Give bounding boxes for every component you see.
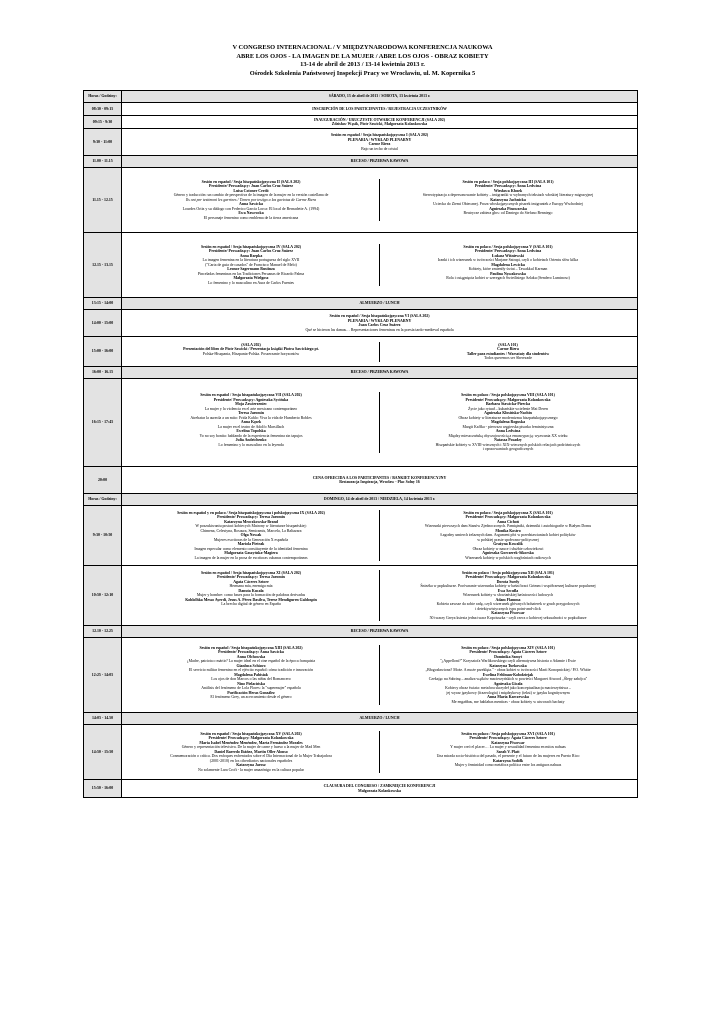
schedule-row [84, 310, 638, 337]
time-cell: 20:00 [84, 467, 122, 494]
entry-text: Życie jako rytuał – kubańskie wcielenie Mai Deren [468, 406, 548, 411]
session-left [123, 342, 380, 362]
schedule-row [84, 156, 638, 168]
entry-heading: RECESO / PRZERWA KAWOWA [350, 370, 409, 375]
entry-heading: Dominika Szmyt [494, 654, 522, 659]
entry-heading: Agnieszka Gorczerek-Sikorska [482, 551, 534, 556]
entry-text: Lo femenino y lo masculino en la leyenda [218, 442, 284, 447]
entry-heading: Agnieszka Gicała [493, 681, 523, 686]
entry-text: Margit Kaffka - pierwsza węgierska pisarka feministyczna [462, 424, 554, 429]
session-cell [122, 367, 638, 379]
time-cell: 13:15 - 14:00 [84, 298, 122, 310]
entry-heading: INSCRIPCIÓN DE LOS PARTICIPANTES / REJESTRACJA UCZESTNIKÓW [312, 106, 447, 111]
entry-heading: Sesión en polaco / Sesja polskojęzyczna XIV (SALA 101) [461, 645, 555, 650]
entry-text: La imagen femenina en la literatura portuguesa del siglo XVII [202, 258, 300, 263]
entry-heading: Presidente/ Prowadzący: Anna Ledwina [474, 249, 542, 254]
entry-text: Mujeres escritoras de la Generación X española [213, 537, 289, 542]
time-cell: 09:15 - 9:30 [84, 116, 122, 129]
entry-heading: SÁBADO, 13 de abril de 2013 / SOBOTA, 13 kwietnia 2013 r. [328, 94, 431, 99]
entry-heading: Carme Riera [497, 347, 519, 351]
entry-heading: Presidente/ Prowadzący: Anna Sawicka [218, 650, 284, 655]
entry-heading: Małgorzata Wielgosz [233, 276, 269, 281]
time-cell: 16:00 - 16.15 [84, 367, 122, 379]
entry-text: Mujer y hombre: como bases para la formación de palabras derivadas [196, 593, 306, 598]
entry-heading: Olga Nowak [240, 533, 262, 538]
entry-heading: Daniel Barredo Ibáñez, Martin Oller Alonso [214, 749, 288, 754]
entry-heading: Leonor Sagermann Bustinza [227, 267, 275, 272]
entry-text: 50 twarzy Greya ksiesta jedna twarz Kopciuszka - czyli rzecz o kobiecej seksualności w popkulturze [429, 615, 587, 620]
entry-heading: Katarzyna Piwowar [491, 611, 525, 616]
entry-text: Ils ont per testimoni les garrines / Tienen por testigo a las gaviotas de Carme Riera [185, 197, 317, 202]
entry-heading: Restauracja Inspiracja, Wrocław - Plac Solny 16 [339, 480, 420, 484]
entry-heading: Moja Zawierzeniec [235, 402, 267, 407]
entry-heading: Barbara Stawicka-Pirecka [485, 402, 531, 407]
entry-heading: Wiesława Kłosek [493, 188, 523, 193]
entry-heading: Anna Sawicka [239, 202, 263, 207]
time-cell: 9:30 - 10:50 [84, 506, 122, 566]
entry-heading: Paulina Nowakowska [490, 271, 526, 276]
header-dates: 13-14 de abril de 2013 / 13-14 kwietnia 2013 r. [300, 61, 425, 69]
parallel-sessions-cell [122, 566, 638, 626]
session-left [123, 731, 380, 774]
time-cell: 10:50 - 12:10 [84, 566, 122, 626]
session-cell [122, 713, 638, 725]
entry-text: „Błogosławiona? Może. A może przeklęta." - obraz kobiet w twórczości Marii Konopnickiej / P.O. Whitte [425, 668, 591, 673]
entry-heading: Małgorzata Gaszyńska-Magiera [224, 551, 278, 556]
entry-text: ("Carta de guia de casados" de Francisco Manuel de Melo) [205, 262, 297, 267]
entry-text: La mujer y la violencia en el arte mexicano contemporáneo [204, 406, 298, 411]
entry-heading: Presidente/ Prowadzący: Teresa Jaromin [217, 575, 285, 580]
entry-heading: Sesión en español / Sesja hiszpańskojęzyczna I (SALA 202) [330, 133, 429, 137]
entry-heading: PLENARIA / WYKŁAD PLENARNY [347, 137, 412, 142]
session-right [380, 731, 637, 774]
entry-heading: Sesión en polaco / Sesja polskojęzyczna III (SALA 101) [462, 179, 554, 184]
entry-text: Mujer y feminidad como metáfora política entre los antiguos nahuas [454, 763, 562, 768]
session-left [123, 179, 380, 222]
entry-heading: Taller para estudiantes / Warsztaty dla studentów [466, 351, 550, 356]
schedule-row [84, 337, 638, 367]
entry-heading: Zdzisław Wąsik, Piotr Sawicki, Małgorzata Kolankowska [331, 122, 428, 126]
entry-heading: Presidente/ Prowadzący: Teresa Jaromin [217, 515, 285, 520]
document-header [0, 44, 725, 78]
entry-text: Hermana mía, enemiga mía [229, 584, 273, 589]
entry-text: Lourdes Ortiz y su diálogo con Federico García Lorca: El local de Bernadette A. (1994) [182, 206, 320, 211]
entry-heading: Katarzyna Turkowska [489, 663, 527, 668]
time-cell: Horas / Godziny: [84, 91, 122, 103]
entry-text: Y mujer creó el placer… La mujer y sexualidad femenina en mitos nahuas [450, 745, 566, 750]
entry-text: Wizerunek kobiety w polskich rozgłośniach radiowych [465, 555, 551, 560]
entry-heading: Sesión en español / Sesja hiszpańskojęzyczna XIII (SALA 202) [199, 645, 303, 650]
entry-text: Todos queremos ser Sherezade [483, 356, 533, 360]
schedule-row [84, 367, 638, 379]
session-cell [122, 626, 638, 638]
entry-heading: Anna Kęsek [240, 420, 262, 425]
time-cell: Horas / Godziny: [84, 494, 122, 506]
entry-text: i opracowaniach geograficznych [482, 447, 534, 452]
entry-heading: Presidente/ Prowadzący: Małgorzata Kolankowska [465, 575, 551, 580]
parallel-sessions-cell [122, 337, 638, 367]
entry-text: No solamente Lara Croft - la mujer amazónigo en la cultura popular [198, 767, 304, 772]
entry-heading: Sesión en español / Sesja hiszpańskojęzyczna IV (SALA 202) [200, 244, 302, 249]
entry-text: Kobieta zawsze da sobie radę, czyli wizerunek głównych bohaterek w grach przygodowych [436, 602, 580, 607]
parallel-sessions-cell [122, 233, 638, 298]
session-left [123, 570, 380, 622]
entry-heading: Anna Cichoń [497, 519, 519, 524]
entry-heading: CENA OFRECIDA A LOS PARTICIPANTES / BANKIET KONFERENCYJNY [312, 475, 447, 480]
session-right [380, 179, 637, 222]
entry-text: Beatrycze zabiera głos: od Dantego do Stefano Benniego [463, 211, 553, 216]
time-cell: 11.15 - 12.15 [84, 168, 122, 233]
entry-heading: Anna Rzepka [239, 253, 263, 258]
entry-text: Śnieżka w popkulturze. Porównanie wizerunku kobiety w baśni braci Grimm i współczesnej kulturze popularnej [420, 584, 596, 589]
schedule-row [84, 725, 638, 780]
entry-heading: (SALA 101) [498, 342, 518, 347]
entry-heading: Anna Olchowska [236, 654, 266, 659]
time-cell: 15:00 - 16:00 [84, 337, 122, 367]
program-table [83, 90, 638, 798]
schedule-row [84, 103, 638, 116]
session-cell [122, 310, 638, 337]
entry-heading: Teresa Jaromin [238, 411, 264, 416]
session-cell [122, 116, 638, 129]
entry-heading: Ewelina Topolska [236, 429, 266, 434]
entry-text: Imagen especular como elemento constituyente de la identidad femenina [194, 546, 308, 551]
time-cell: 11.00 - 11.15 [84, 156, 122, 168]
entry-text: Bajo un techo de cristal [361, 146, 398, 151]
entry-text: Lo femenino y lo masculino en Aura de Carlos Fuentes [208, 280, 294, 285]
parallel-sessions-cell [122, 725, 638, 780]
session-cell [122, 467, 638, 494]
entry-text: Género y traducción: un cambio de perspectiva de la imagen de la mujer en la versión castellana de [173, 193, 329, 198]
entry-text: Uciecka do Ziemi Obiecanej. Proza włoskojęzycznych pisarek imigrantek z Europy Wschodniej [433, 202, 583, 207]
session-right [380, 342, 637, 362]
entry-heading: Julia Andrichenko [235, 438, 267, 443]
time-cell: 9:30 - 11:00 [84, 129, 122, 156]
parallel-sessions-cell [122, 506, 638, 566]
time-cell: 15:50 - 16:00 [84, 780, 122, 798]
entry-text: Género y representación televisiva. De la mujer de carne y hueso a la mujer de Mad Men [181, 745, 321, 750]
schedule-row [84, 233, 638, 298]
entry-heading: Presidente/ Prowadzący: Juan Carlos Cruz Suárez [209, 184, 293, 189]
entry-heading: Ewa Nawrocka [238, 211, 264, 216]
schedule-row [84, 638, 638, 713]
entry-text: Wizerunki pierwszych dam Stanów Zjednoczonych. Pamiętniki, dzienniki i autobiografie w Białym Domu [424, 524, 592, 529]
entry-heading: Sesión en español / Sesja hiszpańskojęzyczna VI (SALA 202) [329, 314, 430, 318]
header-venue: Ośrodek Szkolenia Państwowej Inspekcji Pracy we Wrocławiu, ul. M. Kopernika 5 [249, 69, 476, 77]
entry-heading: PLENARIA / WYKŁAD PLENARNY [347, 318, 412, 323]
entry-heading: ALMUERZO / LUNCH [359, 301, 400, 306]
entry-text: Iranki i ich wizerunek w twórczości Marjane Satrapi, czyli o kobietach Orientu słów kilka [437, 258, 579, 263]
session-left [123, 645, 380, 706]
schedule-row [84, 494, 638, 506]
time-cell: 16:15 - 17:45 [84, 379, 122, 467]
entry-heading: Presentación del libro de Piotr Sawicki / Prezentacja książki Piotra Sawickiego pt. [183, 347, 319, 351]
session-left [123, 244, 380, 287]
entry-heading: Łukasz Wiśniewski [492, 253, 524, 258]
entry-heading: Nino Pielacińska [237, 681, 265, 686]
schedule-row [84, 780, 638, 798]
entry-text: Łagodny umierch żelaznych dam. Argument płci w przedstawianiach kobiet polityków [440, 533, 576, 538]
entry-text: i detektywistycznych typu point-and-click [475, 606, 541, 611]
entry-heading: Sesión en polaco / Sesja polskojęzyczna VIII (SALA 101) [461, 393, 555, 398]
entry-text: w polskiej prasie społeczno-politycznej [477, 537, 539, 542]
entry-heading: Presidente/ Prowadzący: Agata Cáceres Sztore [469, 650, 547, 655]
entry-heading: RECESO / PRZERWA KAWOWA [350, 629, 409, 634]
entry-text: El personaje femenino como emblema de la tierra americana [203, 215, 299, 220]
entry-text: Una mirada socio-histórica del pasado, el presente y el futuro de las mujeres en Puerto Rico [436, 754, 580, 759]
entry-text: Hiszpańskie kobiety w XVIII-wiecznych i XIX-wiecznych polskich relacjach podróżniczych [435, 442, 581, 447]
parallel-sessions-cell [122, 638, 638, 713]
entry-text: Polska-Hiszpania, Hiszpania-Polska. Poszerzanie horyzontów [202, 351, 300, 356]
entry-heading: Mariola Pietrak [237, 542, 265, 547]
entry-heading: Magdalena Pabisiak [234, 672, 268, 677]
entry-text: ¿Madre, patriota o mártir? La mujer ideal en el cine español de la época franquista [186, 659, 316, 664]
entry-heading: Carme Riera [368, 142, 391, 146]
entry-heading: Presidente/ Prowadzący: Małgorzata Kolankowska [465, 515, 551, 520]
session-cell [122, 91, 638, 103]
time-cell: 12.10 - 12.25 [84, 626, 122, 638]
entry-text: Kobiety, które zmieniły świat – Tawakkul Karman [468, 267, 548, 272]
entry-heading: DOMINGO, 14 de abril de 2013 / NIEDZIELA, 14 kwietnia 2013 r. [323, 497, 436, 502]
entry-heading: Katarzyna Jachnicka [490, 197, 526, 202]
session-cell [122, 494, 638, 506]
entry-heading: Gianluca Schiavo [236, 663, 266, 668]
time-cell: 14:00 - 15:00 [84, 310, 122, 337]
session-right [380, 244, 637, 287]
entry-text: W poszukiwaniu postaci kobiecych Matrony w literaturze hiszpańskiej: [195, 524, 307, 529]
entry-heading: Magdalena Roguska [490, 420, 526, 425]
header-subtitle: ABRE LOS OJOS - LA IMAGEN DE LA MUJER / ABRE LOS OJOS - OBRAZ KOBIETY [236, 52, 489, 60]
entry-text: jej wyraz językowy (frazeologia) i międzykowy (tekst) w języku kognitywnym [446, 690, 570, 695]
entry-heading: Katarzyna Sodółk [492, 758, 524, 763]
entry-heading: Luisa Cotoner Cerdó [233, 188, 269, 193]
session-cell [122, 103, 638, 116]
entry-heading: Sesión en español / Sesja hiszpańskojęzyczna XV (SALA 202) [200, 731, 302, 736]
entry-heading: (SALA 202) [241, 342, 261, 347]
session-right [380, 392, 637, 453]
time-cell: 12.15 - 13.15 [84, 233, 122, 298]
entry-heading: María Isabel Menéndez Menéndez, Marta Fernández Morales [199, 740, 303, 745]
entry-text: Pinceladas femeninas en las Tradiciones Peruanas de Ricardo Palma [197, 271, 305, 276]
entry-heading: Sesión en español y en polaco / Sesja hiszpańskojęzyczna i polskojęzyczna IX (SALA 202) [177, 510, 325, 515]
entry-heading: ALMUERZO / LUNCH [359, 716, 400, 721]
entry-heading: Presidente/ Prowadzący: Agata Cáceres Sztore [469, 736, 547, 741]
entry-heading: Sarah V. Platt [496, 749, 520, 754]
entry-heading: Anna Maria Karczewska [487, 695, 529, 700]
entry-text: Obraz kobiety w literaturze modernizmu hiszpańskojęzycznego [458, 415, 558, 420]
entry-text: El servicio militar femenino en el ejército español: cómo tradición e innovación [188, 668, 314, 673]
session-right [380, 570, 637, 622]
schedule-row [84, 298, 638, 310]
entry-heading: Presidente/ Prowadzący: Agnieszka Sycińska [213, 397, 289, 402]
entry-heading: Sesión en español / Sesja hiszpańskojęzyczna VII (SALA 202) [200, 393, 302, 398]
time-cell: 12:25 - 14:05 [84, 638, 122, 713]
entry-text: La mujer en el teatro de Adolfo Marsillach [217, 424, 285, 429]
entry-heading: Presidente/ Prowadzący: Juan Carlos Cruz Suárez [209, 249, 293, 254]
entry-heading: RECESO / PRZERWA KAWOWA [350, 159, 409, 164]
entry-heading: Monika Kostro [495, 528, 521, 533]
schedule-row [84, 713, 638, 725]
entry-heading: Ewa Szcufla [497, 588, 519, 593]
entry-heading: Sesión en polaco / Sesja polskojęzyczna XVI (SALA 101) [461, 731, 555, 736]
entry-heading: CLAUSURA DEL CONGRESO / ZAMKNIĘCIE KONFERENCJI [323, 784, 436, 788]
entry-heading: Presidente/ Prowadzący: Anna Ledwina [474, 184, 542, 189]
entry-text: La imagen de la mujer en la prosa de escritoras cubanas contemporáneas [194, 555, 308, 560]
entry-text: Análisis del fenómeno de Lola Flores: la "supermujer" española [201, 686, 301, 691]
entry-heading: Kohlolhka Messo Ayerdi, Jesus A. Pérez Dasilva, Terese Mendiguren Galdospín [185, 597, 317, 602]
entry-heading: Anna Ledwina [495, 429, 521, 434]
entry-text: Conmemoración o crítica. Dos enfoques enfrentados sobre el Día Internacional de la Mujer Trabajadora [170, 754, 332, 759]
entry-heading: Sesión en polaco / Sesja polskojęzyczna X (SALA 101) [463, 510, 553, 515]
schedule-row [84, 91, 638, 103]
schedule-row [84, 467, 638, 494]
session-cell [122, 298, 638, 310]
schedule-row [84, 626, 638, 638]
entry-heading: Katarzyna Mroczkowska-Brand [224, 519, 278, 524]
session-left [123, 392, 380, 453]
entry-heading: Sesión en polaco / Sesja polskojęzyczna XII (SALA 101) [461, 570, 555, 575]
time-cell: 14:50 - 15:50 [84, 725, 122, 780]
entry-text: "¿Appelloni?" Krzysztofa Warlikowskiego czyli alternatywna historia o Adamie i Ewie [440, 659, 576, 664]
entry-heading: Grażyna Kowalik [493, 542, 523, 547]
session-right [380, 510, 637, 562]
entry-text: Chimena, Celestyna, Rosaura, Semiramis, Marcela, La Baltazara [200, 528, 302, 533]
schedule-row [84, 379, 638, 467]
entry-heading: Sesión en español / Sesja hiszpańskojęzyczna II (SALA 202) [201, 179, 301, 184]
schedule-row [84, 116, 638, 129]
schedule-row [84, 506, 638, 566]
entry-text: Między mieszczańską obyczajowością a emancypacją: wyzwania XX wieku [448, 433, 568, 438]
session-left [123, 510, 380, 562]
parallel-sessions-cell [122, 379, 638, 467]
entry-text: Stereotypizacja a depersonowanie kobiety – imigrantki w wybranych tekstach włoskiej literatury migracyjnej [422, 193, 594, 198]
entry-heading: Katarzyna Piwowar [491, 740, 525, 745]
entry-text: Kobiecy obraz świata: metafora skrzydeł jako konceptualizacja macierzyństwa – [445, 686, 571, 691]
entry-heading: Danuta Kucała [238, 588, 264, 593]
entry-heading: Magdalena Lewicka [491, 262, 525, 267]
entry-text: Yo no soy bonita: hablando de la experiencia femenina sin tapujos [199, 433, 303, 438]
schedule-row [84, 168, 638, 233]
entry-heading: Presidente/ Prowadzący: Małgorzata Kolankowska [465, 397, 551, 402]
entry-heading: Juan Carlos Cruz Suárez [358, 323, 401, 327]
entry-heading: Dorota Surdy [496, 579, 520, 584]
entry-text: Qué se hicieron las damas… Representaciones femeninas en la poesía tardo-medieval española [305, 327, 454, 332]
session-cell [122, 129, 638, 156]
entry-heading: Sesión en español / Sesja hiszpańskojęzyczna XI (SALA 202) [200, 570, 302, 575]
schedule-row [84, 129, 638, 156]
entry-text: Obraz kobiety w nauce i służbie człowiekowi [472, 546, 544, 551]
entry-heading: Agnieszka Pinowarska [489, 206, 527, 211]
time-cell: 14:05 - 14.50 [84, 713, 122, 725]
entry-heading: Presidente/ Prowadzący: Małgorzata Kolankowska [208, 736, 294, 741]
entry-heading: Agnieszka Kłosińska-Nachin [484, 411, 532, 416]
entry-heading: Purificación Heras González [227, 690, 275, 695]
time-cell: 08:30 - 09:15 [84, 103, 122, 116]
schedule-row [84, 566, 638, 626]
entry-text: La brecha digital de género en España [221, 602, 281, 607]
entry-heading: Ewelina Fehlman-Kołodziejak [482, 672, 534, 677]
parallel-sessions-cell [122, 168, 638, 233]
entry-heading: INAUGURACIÓN / URUCZYSTE OTWARCIE KONFERENCJI (SALA 202) [314, 117, 445, 122]
entry-text: (2001-2010) en los ciberdiarios nacionales españoles [209, 758, 293, 763]
entry-text: Atrebatar la aureola a un mito: Frida Kahlo: Viva la vida de Humberto Robles [190, 415, 312, 420]
entry-text: Me engañbas, me hablabas mentiras - obraz kobiety w utworach bachaty [451, 699, 565, 704]
entry-heading: Małgorzata Kolankowska [358, 788, 401, 793]
entry-text: Wizerunek kobiety w słowiańskiej baśniowości ludowych [462, 593, 554, 598]
session-cell [122, 156, 638, 168]
entry-heading: Katarzyna Jarosz [236, 763, 266, 768]
entry-heading: Agata Cáceres Sztore [233, 579, 269, 584]
session-cell [122, 780, 638, 798]
session-right [380, 645, 637, 706]
entry-heading: Adam Flamma [495, 597, 521, 602]
header-title: V CONGRESO INTERNACIONAL / V MIĘDZYNARODOWA KONFERENCJA NAUKOWA [232, 44, 493, 51]
entry-text: El fenómeno Grey, un acercamiento desde el género [210, 695, 292, 700]
entry-heading: Natasza Posadzy [494, 438, 522, 443]
entry-text: Rola i osiągnięcia kobiet w szeregach Świetlistego Szlaku (Sendero Luminoso) [446, 276, 570, 281]
entry-text: Czekając na Sabrinę – analiza wątków macierzyńskich w powieści Margaret Atwood „Ślepy zabójca" [428, 677, 588, 682]
entry-heading: Sesión en polaco / Sesja polskojęzyczna V (SALA 101) [463, 244, 553, 249]
entry-text: Los ojos de don Marcos o las niñas del Romancero [211, 677, 291, 682]
